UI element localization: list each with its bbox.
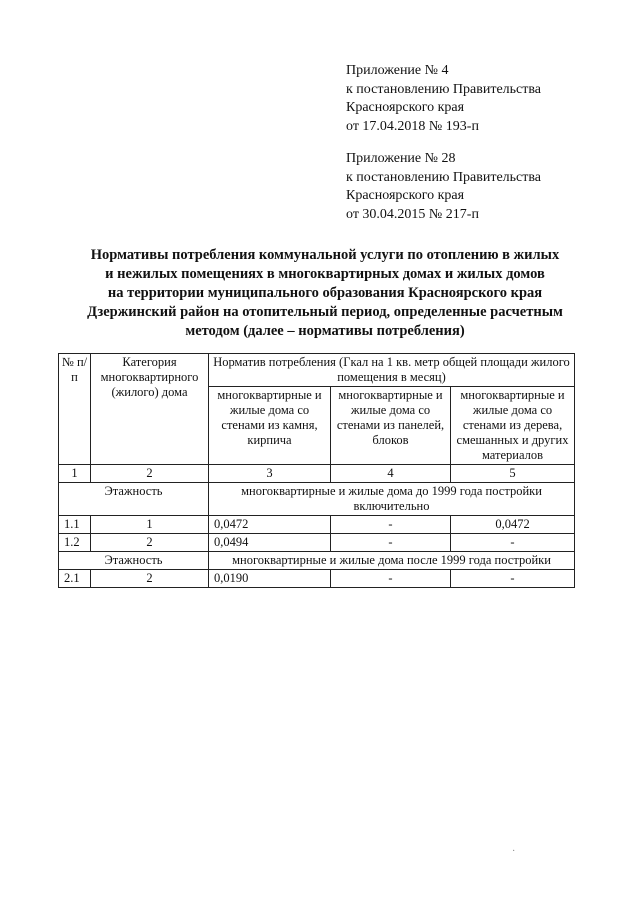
norms-table (58, 353, 575, 588)
title-line: и нежилых помещениях в многоквартирных домах и жилых домов (105, 266, 545, 282)
appendix-line: от 17.04.2018 № 193-п (346, 118, 479, 134)
table-row (59, 534, 575, 552)
section-label: Этажность (59, 552, 209, 570)
row-num: 1.2 (59, 534, 91, 552)
row-num: 1.1 (59, 516, 91, 534)
document-title (60, 246, 590, 341)
title-line: методом (далее – нормативы потребления) (185, 323, 465, 339)
header-num: № п/п (59, 354, 91, 465)
title-line: на территории муниципального образования Красноярского края (107, 285, 543, 301)
appendix-line: от 30.04.2015 № 217-п (346, 206, 479, 222)
appendix-28-block (346, 150, 541, 224)
appendix-4-block (346, 62, 541, 136)
row-value-wood: 0,0472 (451, 516, 575, 534)
row-value-wood: - (451, 534, 575, 552)
row-value-panels: - (331, 570, 451, 588)
section-label: Этажность (59, 483, 209, 516)
row-value-stone: 0,0494 (209, 534, 331, 552)
index-cell: 2 (91, 465, 209, 483)
index-cell: 4 (331, 465, 451, 483)
appendix-line: к постановлению Правительства (346, 81, 542, 97)
appendix-line: к постановлению Правительства (346, 169, 542, 185)
header-stone-brick: многоквартирные и жилые дома со стенами из камня, кирпича (209, 387, 331, 465)
title-line: Дзержинский район на отопительный период, определенные расчетным (87, 304, 563, 320)
row-value-panels: - (331, 534, 451, 552)
appendix-line: Красноярского края (346, 188, 465, 203)
index-cell: 5 (451, 465, 575, 483)
appendix-line: Приложение № 28 (346, 151, 456, 166)
row-floors: 2 (91, 534, 209, 552)
header-panels-blocks: многоквартирные и жилые дома со стенами из панелей, блоков (331, 387, 451, 465)
row-value-stone: 0,0472 (209, 516, 331, 534)
table-row (59, 516, 575, 534)
table-header-row (59, 354, 575, 387)
row-value-wood: - (451, 570, 575, 588)
section-title: многоквартирные и жилые дома после 1999 года постройки (209, 552, 575, 570)
section-title: многоквартирные и жилые дома до 1999 года постройки включительно (209, 483, 575, 516)
row-floors: 2 (91, 570, 209, 588)
title-line: Нормативы потребления коммунальной услуги по отоплению в жилых (90, 247, 560, 263)
appendix-line: Приложение № 4 (346, 63, 449, 78)
section-header-row (59, 552, 575, 570)
row-value-stone: 0,0190 (209, 570, 331, 588)
header-norm: Норматив потребления (Гкал на 1 кв. метр общей площади жилого помещения в месяц) (209, 354, 575, 387)
table-row (59, 570, 575, 588)
header-category: Категория многоквартирного (жилого) дома (91, 354, 209, 465)
table-index-row (59, 465, 575, 483)
index-cell: 1 (59, 465, 91, 483)
scan-speck: · (512, 846, 516, 857)
row-num: 2.1 (59, 570, 91, 588)
row-floors: 1 (91, 516, 209, 534)
appendix-line: Красноярского края (346, 100, 465, 115)
index-cell: 3 (209, 465, 331, 483)
row-value-panels: - (331, 516, 451, 534)
header-wood-mixed: многоквартирные и жилые дома со стенами из дерева, смешанных и других материалов (451, 387, 575, 465)
section-header-row (59, 483, 575, 516)
